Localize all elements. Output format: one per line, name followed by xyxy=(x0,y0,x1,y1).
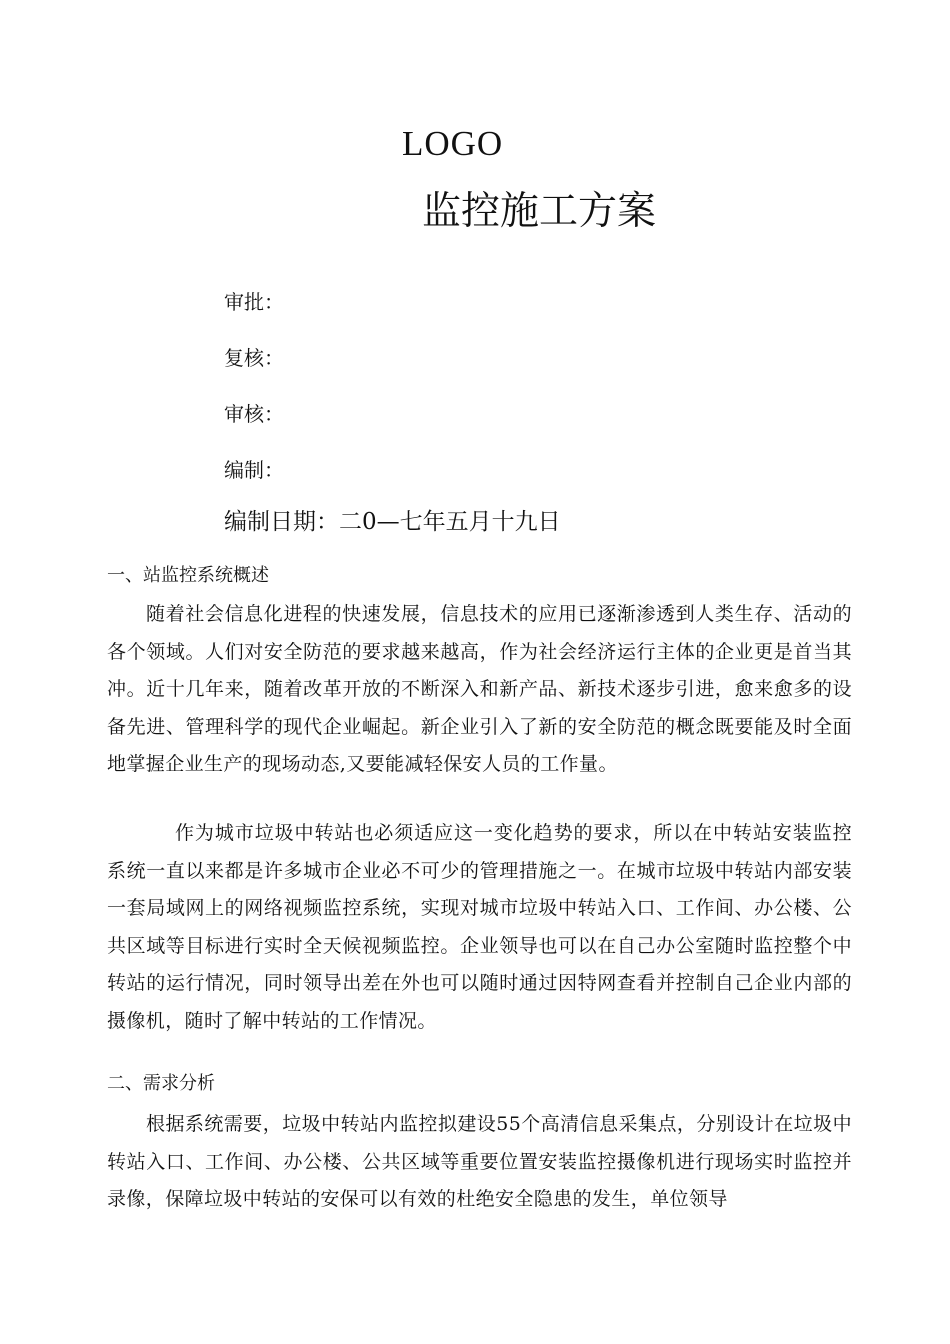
section-heading-requirements: 二、需求分析 xyxy=(107,1073,215,1094)
overview-paragraph-2: 作为城市垃圾中转站也必须适应这一变化趋势的要求，所以在中转站安装监控系统一直以来都是许多城市企业必不可少的管理措施之一。在城市垃圾中转站内部安装一套局域网上的网络视频监控系统，实现对城市垃圾中转站入口、工作间、办公楼、公共区域等目标进行实时全天候视频监控。企业领导也可以在自己办公室随时监控整个中转站的运行情况，同时领导出差在外也可以随时通过因特网查看并控制自己企业内部的摄像机，随时了解中转站的工作情况。 xyxy=(107,822,852,1032)
section-heading-overview: 一、站监控系统概述 xyxy=(107,565,269,586)
document-title: 监控施工方案 xyxy=(422,189,657,234)
compile-date: 编制日期：二0—七年五月十九日 xyxy=(224,509,561,535)
requirements-paragraph-1: 根据系统需要，垃圾中转站内监控拟建设55个高清信息采集点，分别设计在垃圾中转站入口、工作间、办公楼、公共区域等重要位置安装监控摄像机进行现场实时监控并录像，保障垃圾中转站的安保可以有效的杜绝安全隐患的发生，单位领导 xyxy=(107,1113,852,1210)
signoff-block xyxy=(224,282,284,506)
review-label: 审核： xyxy=(224,402,284,426)
recheck-label: 复核： xyxy=(224,346,284,370)
overview-paragraph-1: 随着社会信息化进程的快速发展，信息技术的应用已逐渐渗透到人类生存、活动的各个领域。人们对安全防范的要求越来越高，作为社会经济运行主体的企业更是首当其冲。近十几年来，随着改革开放的不断深入和新产品、新技术逐步引进，愈来愈多的设备先进、管理科学的现代企业崛起。新企业引入了新的安全防范的概念既要能及时全面地掌握企业生产的现场动态,又要能减轻保安人员的工作量。 xyxy=(107,603,852,775)
logo-placeholder: LOGO xyxy=(402,124,504,163)
author-label: 编制： xyxy=(224,458,284,482)
approve-label: 审批： xyxy=(224,290,284,314)
